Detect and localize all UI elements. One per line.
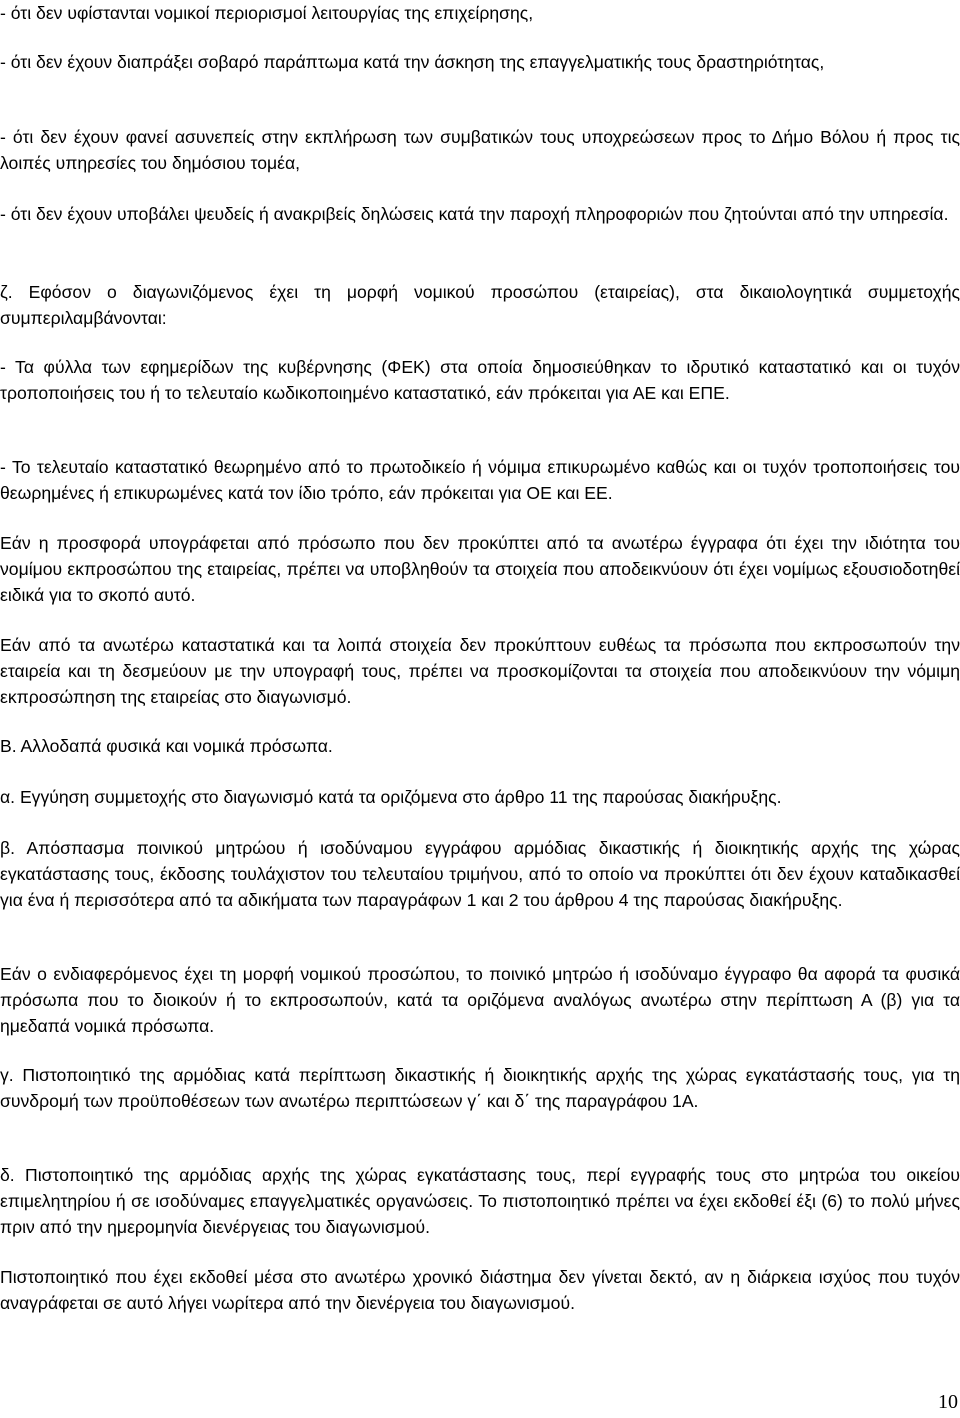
paragraph-no-false-statements: - ότι δεν έχουν υποβάλει ψευδείς ή ανακριβείς δηλώσεις κατά την παροχή πληροφοριών που ζητούνται από την υπηρεσία. (0, 204, 949, 224)
paragraph-gazette-sheets: - Τα φύλλα των εφημερίδων της κυβέρνησης (ΦΕΚ) στα οποία δημοσιεύθηκαν το ιδρυτικό καταστατικό και οι τυχόν τροποποιήσεις του ή το τελευταίο κωδικοποιημένο καταστατικό, εάν πρόκειται για ΑΕ και ΕΠΕ. (0, 357, 960, 403)
section-heading-foreign-entities: Β. Αλλοδαπά φυσικά και νομικά πρόσωπα. (0, 736, 333, 756)
page-number: 10 (938, 1391, 958, 1413)
paragraph-certificate-conditions: γ. Πιστοποιητικό της αρμόδιας κατά περίπτωση δικαστικής ή διοικητικής αρχής της χώρας εγκατάστασής τους, για τη συνδρομή των προϋποθέσεων των ανωτέρω περιπτώσεων γ΄ και δ΄ της παραγράφου 1Α. (0, 1065, 960, 1111)
paragraph-certificate-validity: Πιστοποιητικό που έχει εκδοθεί μέσα στο ανωτέρω χρονικό διάστημα δεν γίνεται δεκτό, αν η διάρκεια ισχύος που τυχόν αναγράφεται σε αυτό λήγει νωρίτερα από την διενέργεια του διαγωνισμού. (0, 1267, 960, 1313)
paragraph-no-legal-restrictions: - ότι δεν υφίστανται νομικοί περιορισμοί λειτουργίας της επιχείρησης, (0, 3, 534, 23)
paragraph-latest-statute: - Το τελευταίο καταστατικό θεωρημένο από το πρωτοδικείο ή νόμιμα επικυρωμένο καθώς και οι τυχόν τροποποιήσεις του θεωρημένες ή επικυρωμένες κατά τον ίδιο τρόπο, εάν πρόκειται για ΟΕ και ΕΕ. (0, 457, 960, 503)
paragraph-criminal-record: β. Απόσπασμα ποινικού μητρώου ή ισοδύναμου εγγράφου αρμόδιας δικαστικής ή διοικητικής αρχής της χώρας εγκατάστασης τους, έκδοσης τουλάχιστον του τελευταίου τριμήνου, από το οποίο να προκύπτει ότι δεν έχουν καταδικασθεί για ένα ή περισσότερα από τα αδικήματα των παραγράφων 1 και 2 του άρθρου 4 της παρούσας διακήρυξης. (0, 838, 960, 910)
paragraph-no-professional-misconduct: - ότι δεν έχουν διαπράξει σοβαρό παράπτωμα κατά την άσκηση της επαγγελματικής τους δραστηριότητας, (0, 52, 825, 72)
paragraph-legal-entity-criminal-record: Εάν ο ενδιαφερόμενος έχει τη μορφή νομικού προσώπου, το ποινικό μητρώο ή ισοδύναμο έγγραφο θα αφορά τα φυσικά πρόσωπα που το διοικούν ή το εκπροσωπούν, κατά τα οριζόμενα αναλόγως ανωτέρω στην περίπτωση Α (β) για τα ημεδαπά νομικά πρόσωπα. (0, 964, 960, 1036)
paragraph-signatory-authorization: Εάν η προσφορά υπογράφεται από πρόσωπο που δεν προκύπτει από τα ανωτέρω έγγραφα ότι έχει την ιδιότητα του νομίμου εκπροσώπου της εταιρείας, πρέπει να υποβληθούν τα στοιχεία που αποδεικνύουν ότι έχει νομίμως εξουσιοδοτηθεί ειδικά για το σκοπό αυτό. (0, 533, 960, 605)
paragraph-legal-entity-documents: ζ. Εφόσον ο διαγωνιζόμενος έχει τη μορφή νομικού προσώπου (εταιρείας), στα δικαιολογητικά συμμετοχής συμπεριλαμβάνονται: (0, 282, 960, 328)
paragraph-no-contract-failures: - ότι δεν έχουν φανεί ασυνεπείς στην εκπλήρωση των συμβατικών τους υποχρεώσεων προς το Δήμο Βόλου ή προς τις λοιπές υπηρεσίες του δημόσιου τομέα, (0, 127, 960, 173)
paragraph-participation-guarantee: α. Εγγύηση συμμετοχής στο διαγωνισμό κατά τα οριζόμενα στο άρθρο 11 της παρούσας διακήρυξης. (0, 787, 782, 807)
paragraph-chamber-registration: δ. Πιστοποιητικό της αρμόδιας αρχής της χώρας εγκατάστασης τους, περί εγγραφής τους στο μητρώα του οικείου επιμελητηρίου ή σε ισοδύναμες επαγγελματικές οργανώσεις. Το πιστοποιητικό πρέπει να έχει εκδοθεί έξι (6) το πολύ μήνες πριν από την ημερομηνία διενέργειας του διαγωνισμού. (0, 1165, 960, 1237)
paragraph-company-representation: Εάν από τα ανωτέρω καταστατικά και τα λοιπά στοιχεία δεν προκύπτουν ευθέως τα πρόσωπα που εκπροσωπούν την εταιρεία και τη δεσμεύουν με την υπογραφή τους, πρέπει να προσκομίζονται τα στοιχεία που αποδεικνύουν την νόμιμη εκπροσώπηση της εταιρείας στο διαγωνισμό. (0, 635, 960, 707)
